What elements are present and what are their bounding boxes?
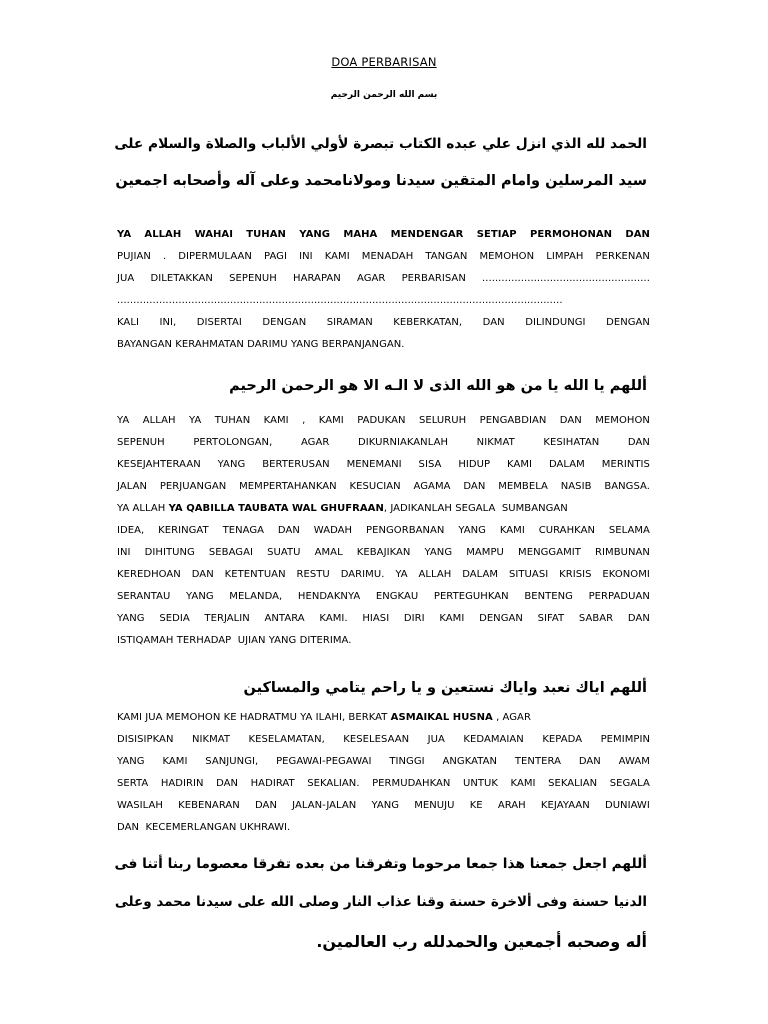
- word: PERPADUAN: [588, 591, 650, 602]
- word: DAN: [482, 317, 505, 328]
- word: ALLAH: [142, 415, 176, 426]
- word: KAMI: [510, 778, 536, 789]
- word: DIPERMULAAN: [178, 251, 252, 262]
- word: HADIRIN: [160, 778, 204, 789]
- word: PERKENAN: [595, 251, 650, 262]
- word: KAMI.: [319, 613, 348, 624]
- word: PADUKAN: [357, 415, 406, 426]
- word: DIRI: [403, 613, 425, 624]
- word: BENTENG: [524, 591, 573, 602]
- word: SANJUNGI,: [205, 756, 259, 767]
- word: KAMI: [499, 525, 525, 536]
- word: SEKALIAN: [548, 778, 598, 789]
- word: KALI: [117, 317, 139, 328]
- word: DAN: [625, 229, 650, 240]
- paragraph-1: [117, 224, 650, 356]
- word: KAMI: [162, 756, 188, 767]
- word: IDEA,: [117, 525, 145, 536]
- word: PERTOLONGAN,: [193, 437, 273, 448]
- paragraph-3-line: [117, 751, 650, 773]
- arabic-invocation-3: أللهم اياك نعبد واياك نستعين و يا راحم يتامي والمساكين: [243, 680, 647, 696]
- word: MENDENGAR: [390, 229, 464, 240]
- paragraph-2-line: [117, 608, 650, 630]
- word: DUNIAWI: [604, 800, 650, 811]
- word: KEPADA: [542, 734, 583, 745]
- word: NIKMAT: [191, 734, 231, 745]
- word: MENUJU: [414, 800, 455, 811]
- word: KEREDHOAN: [117, 569, 181, 580]
- word: MAMPU: [466, 547, 504, 558]
- word: WASILAH: [117, 800, 163, 811]
- word: TERJALIN: [204, 613, 250, 624]
- word: JUA: [117, 273, 135, 284]
- word: MEMPERTAHANKAN: [239, 481, 337, 492]
- word: DISERTAI: [196, 317, 242, 328]
- paragraph-3-line: [117, 773, 650, 795]
- word: TANGAN: [425, 251, 468, 262]
- paragraph-1-line: BAYANGAN KERAHMATAN DARIMU YANG BERPANJANGAN.: [117, 339, 405, 350]
- paragraph-2-line: [117, 410, 650, 432]
- opening-arabic-line-2: سيد المرسلين وامام المتقين سيدنا ومولانامحمد وعلى آله وأصحابه اجمعين: [115, 173, 647, 189]
- word: SEPENUH: [117, 437, 165, 448]
- word: KAMI: [263, 415, 289, 426]
- word: YANG: [117, 756, 145, 767]
- word: DARIMU.: [340, 569, 385, 580]
- paragraph-1-line: ..........................................................................................................................................: [117, 295, 563, 306]
- word: YA: [117, 415, 130, 426]
- word: PERTEGUHKAN: [433, 591, 509, 602]
- paragraph-1-line: [117, 268, 650, 290]
- word: KEJAYAAN: [540, 800, 590, 811]
- word: DIKURNIAKANLAH: [357, 437, 449, 448]
- word: ARAH: [497, 800, 526, 811]
- word: DILINDUNGI: [525, 317, 586, 328]
- word: DAN: [254, 800, 277, 811]
- word: ,: [302, 415, 306, 426]
- word: SEGALA: [609, 778, 650, 789]
- word: KESELESAAN: [343, 734, 410, 745]
- word: MENEMANI: [346, 459, 402, 470]
- word: PERMUDAHKAN: [372, 778, 451, 789]
- word: AGAR: [300, 437, 330, 448]
- word: SERTA: [117, 778, 149, 789]
- word: SISA: [418, 459, 442, 470]
- word: KAMI: [507, 459, 533, 470]
- word: SITUASI: [509, 569, 549, 580]
- closing-arabic-line-1: أللهم اجعل جمعنا هذا جمعا مرحوما وتفرقنا من بعده تفرقا معصوما ربنا أتنا فى: [114, 856, 647, 872]
- word: MELANDA,: [229, 591, 283, 602]
- word: SEDIA: [159, 613, 190, 624]
- word: SELAMA: [608, 525, 650, 536]
- word: MEMBELA: [498, 481, 548, 492]
- word: YANG: [424, 547, 453, 558]
- bismillah-heading: بسم الله الرحمن الرحيم: [330, 90, 438, 100]
- closing-arabic-line-2: الدنيا حسنة وفى ألاخرة حسنة وقنا عذاب النار وصلى الله على سيدنا محمد وعلى: [114, 894, 647, 910]
- paragraph-3-line: KAMI JUA MEMOHON KE HADRATMU YA ILAHI, BERKAT ASMAIKAL HUSNA , AGAR: [117, 712, 531, 723]
- word: PEGAWAI-PEGAWAI: [276, 756, 372, 767]
- bold-phrase: ASMAIKAL HUSNA: [390, 712, 493, 723]
- word: DILETAKKAN: [150, 273, 213, 284]
- word: .: [162, 251, 167, 262]
- word: DAN: [559, 415, 582, 426]
- word: BERTERUSAN: [262, 459, 330, 470]
- word: SIFAT: [537, 613, 565, 624]
- paragraph-3-line: [117, 795, 650, 817]
- word: AWAM: [618, 756, 650, 767]
- word: DALAM: [462, 569, 499, 580]
- word: PENGABDIAN: [479, 415, 547, 426]
- word: KERINGAT: [158, 525, 209, 536]
- word: KE: [469, 800, 483, 811]
- word: PERBARISAN: [401, 273, 466, 284]
- word: HIDUP: [458, 459, 491, 470]
- word: JUA: [427, 734, 445, 745]
- word: INI,: [159, 317, 177, 328]
- word: KESEJAHTERAAN: [117, 459, 201, 470]
- word: KAMI: [439, 613, 465, 624]
- word: RIMBUNAN: [595, 547, 650, 558]
- paragraph-2-line: [117, 542, 650, 564]
- word: SUATU: [267, 547, 301, 558]
- word: DAN: [216, 778, 239, 789]
- word: INI: [117, 547, 131, 558]
- word: PERJUANGAN: [159, 481, 227, 492]
- paragraph-3: [117, 707, 650, 839]
- word: KESELAMATAN,: [248, 734, 325, 745]
- word: MEMOHON: [595, 415, 650, 426]
- word: TENAGA: [222, 525, 265, 536]
- word: DENGAN: [479, 613, 523, 624]
- word: ANTARA: [264, 613, 305, 624]
- word: BANGSA.: [604, 481, 650, 492]
- word: PEMIMPIN: [600, 734, 650, 745]
- word: YANG: [117, 613, 145, 624]
- word: AMAL: [314, 547, 343, 558]
- word: WADAH: [313, 525, 353, 536]
- closing-arabic-line-3: أله وصحبه أجمعين والحمدلله رب العالمين.: [316, 932, 647, 951]
- word: SELURUH: [418, 415, 467, 426]
- word: EKONOMI: [602, 569, 650, 580]
- paragraph-2-line: [117, 564, 650, 586]
- word: HENDAKNYA: [297, 591, 361, 602]
- word: SEPENUH: [229, 273, 277, 284]
- word: KRISIS: [559, 569, 592, 580]
- word: KEDAMAIAN: [463, 734, 524, 745]
- paragraph-1-line: [117, 246, 650, 268]
- word: DAN: [277, 525, 300, 536]
- word: MENGGAMIT: [518, 547, 581, 558]
- word: KESIHATAN: [543, 437, 600, 448]
- paragraph-2-line: [117, 454, 650, 476]
- word: DENGAN: [262, 317, 307, 328]
- word: TUHAN: [214, 415, 251, 426]
- word: KESUCIAN: [349, 481, 401, 492]
- word: LIMPAH: [546, 251, 584, 262]
- paragraph-3-line: [117, 729, 650, 751]
- word: MERINTIS: [601, 459, 650, 470]
- bold-phrase: YA QABILLA TAUBATA WAL GHUFRAAN: [168, 503, 384, 514]
- word: SEKALIAN.: [307, 778, 360, 789]
- paragraph-2-line: [117, 586, 650, 608]
- word: DAN: [463, 481, 486, 492]
- word: HIASI: [362, 613, 390, 624]
- word: DENGAN: [606, 317, 650, 328]
- word: YA: [395, 569, 408, 580]
- word: TINGGI: [389, 756, 425, 767]
- opening-arabic-line-1: الحمد لله الذي انزل علي عبده الكتاب تبصرة لأولي الألباب والصلاة والسلام على: [114, 136, 647, 152]
- word: DALAM: [548, 459, 585, 470]
- word: RESTU: [296, 569, 330, 580]
- word: KAMI: [324, 251, 350, 262]
- word: SEBAGAI: [208, 547, 253, 558]
- paragraph-2-line: ISTIQAMAH TERHADAP UJIAN YANG DITERIMA.: [117, 635, 352, 646]
- word: HARAPAN: [293, 273, 341, 284]
- word: YANG: [186, 591, 214, 602]
- word: YANG: [217, 459, 246, 470]
- word: PUJIAN: [117, 251, 151, 262]
- word: DIHITUNG: [144, 547, 195, 558]
- word: YANG: [371, 800, 400, 811]
- paragraph-1-line: [117, 224, 650, 246]
- word: YA: [188, 415, 202, 426]
- word: JALAN-JALAN: [292, 800, 357, 811]
- paragraph-2-line: YA ALLAH YA QABILLA TAUBATA WAL GHUFRAAN, JADIKANLAH SEGALA SUMBANGAN: [117, 503, 568, 514]
- word: JALAN: [117, 481, 147, 492]
- word: WAHAI: [194, 229, 233, 240]
- arabic-invocation-2: أللهم يا الله يا من هو الله الذى لا الـه الا هو الرحمن الرحيم: [229, 378, 647, 394]
- word: YANG: [458, 525, 486, 536]
- word: YANG: [299, 229, 331, 240]
- word: HADIRAT: [250, 778, 295, 789]
- word: DAN: [627, 437, 650, 448]
- word: PAGI: [264, 251, 287, 262]
- word: SERANTAU: [117, 591, 171, 602]
- word: DAN: [627, 613, 650, 624]
- document-title: DOA PERBARISAN: [331, 55, 437, 69]
- word: DAN: [191, 569, 214, 580]
- paragraph-2-line: [117, 520, 650, 542]
- word: DAN: [578, 756, 601, 767]
- paragraph-1-line: [117, 312, 650, 334]
- paragraph-2: [117, 410, 650, 652]
- word: TENTERA: [514, 756, 561, 767]
- word: KEBAJIKAN: [356, 547, 411, 558]
- word: NIKMAT: [476, 437, 515, 448]
- word: ALLAH: [144, 229, 182, 240]
- word: KEBERKATAN,: [393, 317, 463, 328]
- word: SIRAMAN: [326, 317, 373, 328]
- word: NASIB: [560, 481, 592, 492]
- word: MEMOHON: [479, 251, 535, 262]
- word: SABAR: [578, 613, 614, 624]
- word: DISISIPKAN: [117, 734, 174, 745]
- word: MENADAH: [361, 251, 414, 262]
- word: ALLAH: [418, 569, 452, 580]
- word: AGAR: [357, 273, 386, 284]
- paragraph-2-line: [117, 432, 650, 454]
- word: PENGORBANAN: [366, 525, 445, 536]
- word: KETENTUAN: [224, 569, 286, 580]
- word: PERMOHONAN: [529, 229, 613, 240]
- word: CURAHKAN: [538, 525, 595, 536]
- word: INI: [299, 251, 313, 262]
- word: ....................................................: [482, 273, 650, 284]
- word: TUHAN: [246, 229, 286, 240]
- word: KAMI: [318, 415, 344, 426]
- word: UNTUK: [462, 778, 499, 789]
- word: ENGKAU: [375, 591, 419, 602]
- word: SETIAP: [476, 229, 517, 240]
- word: AGAMA: [413, 481, 451, 492]
- word: MAHA: [343, 229, 378, 240]
- word: KEBENARAN: [178, 800, 240, 811]
- paragraph-2-line: [117, 476, 650, 498]
- word: ANGKATAN: [442, 756, 498, 767]
- paragraph-3-line: DAN KECEMERLANGAN UKHRAWI.: [117, 822, 291, 833]
- word: YA: [117, 229, 132, 240]
